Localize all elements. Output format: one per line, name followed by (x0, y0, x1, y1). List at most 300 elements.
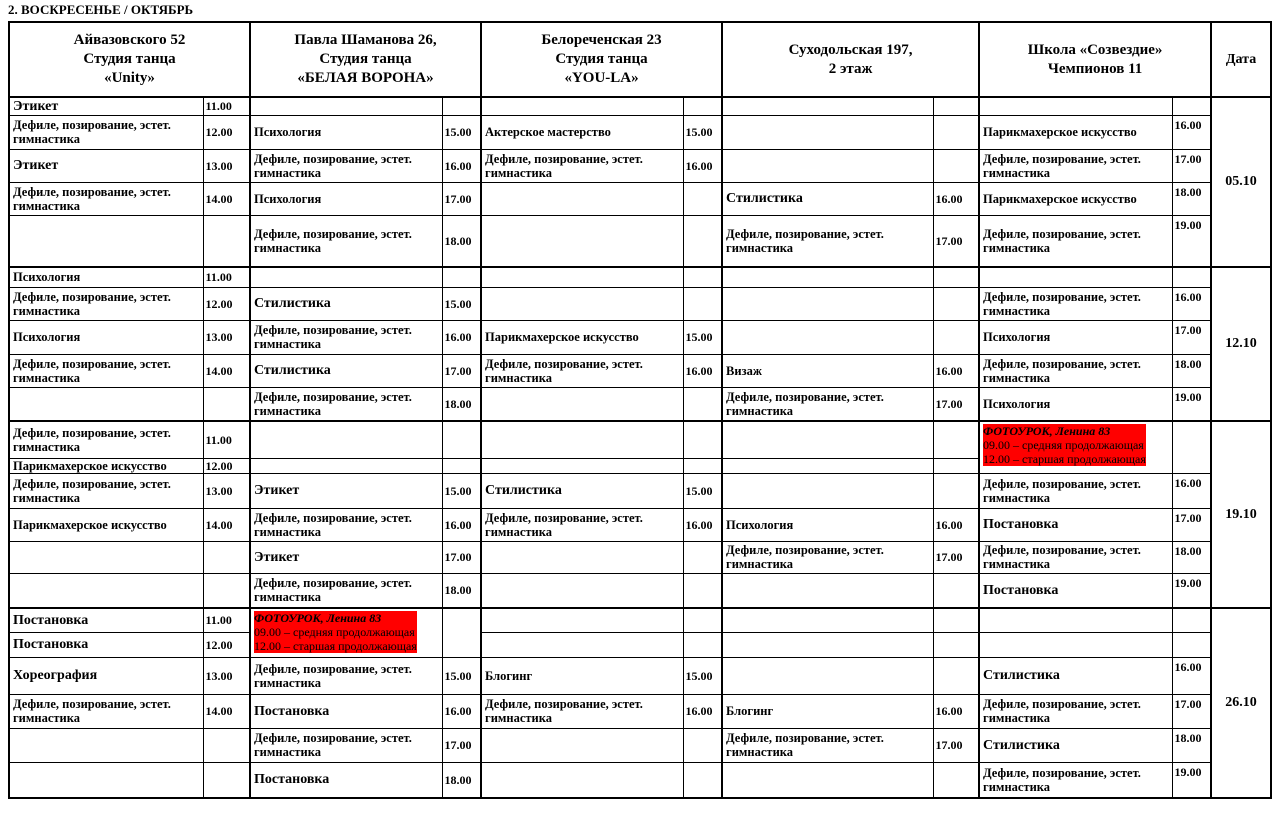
time-cell (203, 657, 250, 694)
time-cell (442, 387, 481, 421)
activity-cell (250, 354, 442, 387)
time-label: 16.00 (935, 191, 963, 206)
activity-cell (481, 115, 683, 149)
activity-label: Дефиле, позирование, эстет. гимнастика (13, 289, 171, 318)
time-cell (203, 421, 250, 458)
activity-label: Дефиле, позирование, эстет. гимнастика (983, 765, 1141, 794)
time-label: 18.00 (1174, 730, 1202, 745)
time-label: 17.00 (935, 233, 963, 248)
time-cell (203, 632, 250, 657)
activity-cell (722, 354, 933, 387)
table-row (9, 354, 1271, 387)
time-cell (203, 694, 250, 728)
activity-cell (250, 541, 442, 573)
activity-cell (979, 267, 1172, 287)
activity-label: Этикет (13, 98, 59, 114)
activity-cell (722, 632, 933, 657)
activity-cell (481, 632, 683, 657)
activity-cell (481, 215, 683, 267)
activity-label: Парикмахерское искусство (13, 458, 167, 473)
activity-cell (481, 421, 683, 458)
photo-lesson-cell (979, 421, 1172, 473)
venue-header-line: Айвазовского 52 (73, 32, 186, 48)
time-label: 17.00 (1174, 322, 1202, 337)
time-cell (203, 728, 250, 762)
time-cell (683, 320, 722, 354)
activity-label: Дефиле, позирование, эстет. гимнастика (254, 731, 412, 759)
table-row (9, 267, 1271, 287)
activity-cell (250, 473, 442, 508)
photo-lesson-title: ФОТОУРОК, Ленина 83 (983, 424, 1111, 438)
activity-label: Дефиле, позирование, эстет. гимнастика (726, 226, 884, 255)
activity-label: Дефиле, позирование, эстет. гимнастика (983, 476, 1141, 505)
activity-cell (979, 287, 1172, 320)
table-row (9, 115, 1271, 149)
activity-cell (9, 115, 203, 149)
venue-header-line: 2 этаж (828, 60, 873, 77)
activity-cell (481, 657, 683, 694)
time-cell (442, 458, 481, 473)
time-cell (933, 267, 979, 287)
activity-label: Дефиле, позирование, эстет. гимнастика (983, 289, 1141, 318)
activity-cell (722, 508, 933, 541)
time-cell (933, 421, 979, 458)
time-cell (933, 182, 979, 215)
time-cell (933, 320, 979, 354)
activity-cell (481, 267, 683, 287)
activity-cell (481, 458, 683, 473)
activity-cell (9, 97, 203, 115)
activity-label: Блогинг (485, 668, 533, 683)
date-cell (1211, 97, 1271, 267)
activity-label: Парикмахерское искусство (983, 125, 1137, 139)
time-cell (933, 694, 979, 728)
activity-label: Блогинг (726, 704, 774, 718)
activity-cell (979, 320, 1172, 354)
activity-cell (481, 694, 683, 728)
table-row (9, 541, 1271, 573)
activity-cell (250, 387, 442, 421)
time-cell (683, 182, 722, 215)
activity-label: Дефиле, позирование, эстет. гимнастика (254, 151, 412, 180)
table-row (9, 97, 1271, 115)
time-cell (1172, 541, 1211, 573)
time-cell (1172, 657, 1211, 694)
time-cell (442, 320, 481, 354)
time-label: 16.00 (444, 704, 472, 718)
venue-header (481, 22, 722, 97)
time-label: 16.00 (685, 363, 713, 378)
table-row (9, 694, 1271, 728)
time-label: 12.00 (205, 458, 233, 473)
time-cell (203, 541, 250, 573)
activity-label: Дефиле, позирование, эстет. гимнастика (983, 356, 1141, 385)
time-label: 15.00 (444, 668, 472, 683)
date-cell (1211, 421, 1271, 608)
activity-label: Постановка (254, 772, 330, 788)
activity-cell (9, 182, 203, 215)
activity-label: Визаж (726, 363, 762, 378)
activity-cell (9, 287, 203, 320)
time-label: 16.00 (685, 158, 713, 173)
time-cell (1172, 694, 1211, 728)
time-cell (203, 473, 250, 508)
activity-cell (722, 762, 933, 798)
time-cell (683, 694, 722, 728)
time-cell (203, 149, 250, 182)
time-label: 14.00 (205, 517, 233, 532)
venue-header (9, 22, 250, 97)
activity-label: Дефиле, позирование, эстет. гимнастика (485, 151, 643, 180)
photo-lesson-line: 09.00 – средняя продолжающая (254, 625, 415, 639)
photo-lesson-title: ФОТОУРОК, Ленина 83 (254, 611, 382, 625)
time-label: 16.00 (444, 330, 472, 344)
activity-cell (9, 508, 203, 541)
time-cell (933, 657, 979, 694)
table-row (9, 762, 1271, 798)
activity-cell (722, 149, 933, 182)
time-cell (683, 458, 722, 473)
time-cell (442, 657, 481, 694)
time-label: 17.00 (935, 396, 963, 411)
time-cell (933, 458, 979, 473)
time-cell (1172, 473, 1211, 508)
activity-cell (9, 215, 203, 267)
time-cell (683, 632, 722, 657)
activity-label: Постановка (983, 517, 1059, 532)
time-label: 12.00 (205, 296, 233, 311)
time-cell (683, 287, 722, 320)
activity-label: Стилистика (983, 737, 1060, 753)
time-cell (442, 541, 481, 573)
activity-cell (722, 387, 933, 421)
time-cell (933, 573, 979, 608)
venue-header-line: Студия танца (319, 51, 412, 67)
time-label: 16.00 (1174, 659, 1202, 674)
time-cell (933, 541, 979, 573)
activity-cell (979, 632, 1172, 657)
time-label: 18.00 (444, 583, 472, 598)
time-label: 18.00 (444, 233, 472, 248)
time-label: 16.00 (685, 517, 713, 532)
time-cell (203, 267, 250, 287)
venue-header-line: Суходольская 197, (788, 41, 913, 58)
table-row (9, 182, 1271, 215)
activity-label: Постановка (13, 637, 89, 652)
activity-label: Дефиле, позирование, эстет. гимнастика (983, 226, 1141, 255)
time-cell (1172, 387, 1211, 421)
time-cell (683, 149, 722, 182)
activity-label: Психология (983, 330, 1051, 344)
time-cell (683, 354, 722, 387)
activity-cell (979, 97, 1172, 115)
photo-lesson-line: 09.00 – средняя продолжающая (983, 438, 1144, 452)
time-cell (1172, 182, 1211, 215)
time-label: 19.00 (1174, 764, 1202, 779)
time-cell (1172, 508, 1211, 541)
time-label: 17.00 (1174, 696, 1202, 711)
time-label: 17.00 (444, 191, 472, 206)
activity-cell (9, 473, 203, 508)
activity-cell (722, 608, 933, 632)
table-row (9, 421, 1271, 458)
activity-cell (481, 387, 683, 421)
activity-label: Дефиле, позирование, эстет. гимнастика (485, 510, 643, 539)
table-row (9, 473, 1271, 508)
time-label: 16.00 (935, 517, 963, 532)
activity-label: Психология (726, 517, 794, 532)
activity-cell (250, 421, 442, 458)
time-label: 16.00 (935, 704, 963, 718)
time-label: 11.00 (205, 432, 232, 447)
activity-cell (9, 149, 203, 182)
venue-header-line: «БЕЛАЯ ВОРОНА» (297, 70, 434, 86)
time-label: 18.00 (1174, 184, 1202, 199)
time-label: 16.00 (444, 158, 472, 173)
table-row (9, 387, 1271, 421)
activity-cell (722, 473, 933, 508)
venue-header-line: Студия танца (83, 51, 176, 67)
time-label: 12.00 (205, 125, 233, 139)
time-label: 18.00 (1174, 543, 1202, 558)
time-label: 15.00 (685, 125, 713, 139)
time-cell (933, 473, 979, 508)
activity-label: Стилистика (485, 483, 562, 498)
time-cell (442, 215, 481, 267)
activity-cell (250, 573, 442, 608)
activity-cell (722, 657, 933, 694)
date-label: 26.10 (1225, 695, 1257, 710)
venue-header-line: Павла Шаманова 26, (294, 32, 437, 48)
time-cell (1172, 287, 1211, 320)
time-label: 11.00 (205, 613, 232, 628)
table-row (9, 573, 1271, 608)
activity-label: Дефиле, позирование, эстет. гимнастика (254, 510, 412, 539)
activity-cell (979, 608, 1172, 632)
time-label: 18.00 (1174, 356, 1202, 371)
activity-label: Дефиле, позирование, эстет. гимнастика (13, 356, 171, 385)
schedule-table (8, 21, 1272, 799)
time-cell (1172, 608, 1211, 632)
activity-cell (250, 657, 442, 694)
activity-label: Дефиле, позирование, эстет. гимнастика (726, 731, 884, 759)
time-label: 15.00 (444, 296, 472, 311)
time-cell (442, 608, 481, 657)
activity-cell (979, 762, 1172, 798)
time-cell (1172, 573, 1211, 608)
activity-cell (250, 267, 442, 287)
time-cell (442, 421, 481, 458)
page-title: 2. ВОСКРЕСЕНЬЕ / ОКТЯБРЬ (8, 2, 194, 17)
activity-cell (9, 573, 203, 608)
activity-cell (481, 287, 683, 320)
activity-label: Этикет (254, 549, 300, 565)
time-label: 19.00 (1174, 389, 1202, 404)
time-cell (203, 608, 250, 632)
activity-cell (722, 182, 933, 215)
date-header: Дата (1211, 22, 1271, 97)
time-cell (933, 762, 979, 798)
activity-cell (9, 632, 203, 657)
activity-cell (9, 421, 203, 458)
activity-cell (250, 182, 442, 215)
time-cell (1172, 762, 1211, 798)
activity-cell (722, 421, 933, 458)
activity-label: Дефиле, позирование, эстет. гимнастика (254, 323, 412, 351)
activity-label: Этикет (254, 483, 300, 498)
time-label: 19.00 (1174, 575, 1202, 590)
time-cell (442, 267, 481, 287)
time-cell (683, 541, 722, 573)
time-label: 15.00 (444, 125, 472, 139)
photo-lesson-cell (250, 608, 442, 657)
time-label: 12.00 (205, 637, 233, 652)
time-cell (683, 215, 722, 267)
time-cell (933, 728, 979, 762)
activity-label: Дефиле, позирование, эстет. гимнастика (485, 356, 643, 385)
activity-cell (481, 728, 683, 762)
activity-cell (722, 115, 933, 149)
table-row (9, 149, 1271, 182)
activity-label: Дефиле, позирование, эстет. гимнастика (983, 697, 1141, 725)
activity-cell (250, 762, 442, 798)
table-row (9, 320, 1271, 354)
time-cell (683, 267, 722, 287)
time-cell (442, 149, 481, 182)
time-cell (1172, 728, 1211, 762)
photo-lesson-line: 12.00 – старшая продолжающая (983, 452, 1146, 466)
activity-cell (9, 267, 203, 287)
time-label: 18.00 (444, 772, 472, 787)
time-cell (442, 182, 481, 215)
time-cell (683, 115, 722, 149)
venue-header (250, 22, 481, 97)
time-label: 14.00 (205, 191, 233, 206)
activity-label: Стилистика (726, 191, 803, 206)
activity-cell (9, 541, 203, 573)
activity-cell (250, 458, 442, 473)
date-label: 12.10 (1225, 336, 1257, 351)
activity-cell (9, 320, 203, 354)
time-label: 17.00 (1174, 510, 1202, 525)
activity-cell (722, 728, 933, 762)
activity-cell (979, 508, 1172, 541)
time-cell (203, 354, 250, 387)
activity-cell (979, 541, 1172, 573)
time-cell (933, 97, 979, 115)
activity-cell (9, 354, 203, 387)
activity-cell (9, 694, 203, 728)
activity-cell (250, 149, 442, 182)
time-label: 13.00 (205, 330, 233, 344)
activity-label: Психология (254, 125, 322, 139)
activity-label: Парикмахерское искусство (983, 191, 1137, 206)
photo-lesson-block (983, 424, 1146, 466)
time-label: 14.00 (205, 704, 233, 718)
time-cell (442, 115, 481, 149)
activity-cell (481, 608, 683, 632)
time-cell (203, 320, 250, 354)
time-cell (203, 508, 250, 541)
activity-cell (9, 762, 203, 798)
time-cell (442, 97, 481, 115)
time-cell (683, 573, 722, 608)
time-cell (933, 149, 979, 182)
activity-label: Дефиле, позирование, эстет. гимнастика (13, 118, 171, 146)
activity-label: Дефиле, позирование, эстет. гимнастика (13, 476, 171, 505)
activity-cell (481, 97, 683, 115)
time-cell (203, 215, 250, 267)
time-cell (683, 762, 722, 798)
activity-cell (722, 320, 933, 354)
photo-lesson-block (254, 611, 417, 653)
time-cell (1172, 267, 1211, 287)
time-cell (683, 473, 722, 508)
time-label: 14.00 (205, 363, 233, 378)
activity-label: Дефиле, позирование, эстет. гимнастика (13, 184, 171, 213)
time-cell (933, 632, 979, 657)
activity-cell (722, 694, 933, 728)
header-row (9, 22, 1271, 97)
activity-label: Постановка (983, 582, 1059, 598)
activity-cell (722, 267, 933, 287)
venue-header-line: «YOU-LA» (564, 70, 639, 86)
venue-header-line: Школа «Созвездие» (1027, 41, 1163, 58)
activity-cell (979, 473, 1172, 508)
table-row (9, 508, 1271, 541)
activity-cell (9, 608, 203, 632)
activity-cell (979, 387, 1172, 421)
time-cell (442, 473, 481, 508)
activity-label: Дефиле, позирование, эстет. гимнастика (726, 389, 884, 418)
activity-cell (250, 508, 442, 541)
time-cell (683, 728, 722, 762)
activity-label: Психология (983, 396, 1051, 411)
time-label: 13.00 (205, 483, 233, 498)
time-cell (933, 354, 979, 387)
activity-label: Актерское мастерство (485, 125, 611, 139)
time-label: 13.00 (205, 158, 233, 173)
table-row (9, 608, 1271, 632)
activity-label: Стилистика (254, 363, 331, 378)
time-cell (203, 573, 250, 608)
time-cell (1172, 115, 1211, 149)
time-cell (203, 115, 250, 149)
time-cell (1172, 97, 1211, 115)
time-label: 15.00 (444, 483, 472, 498)
time-cell (683, 508, 722, 541)
time-label: 16.00 (935, 363, 963, 378)
activity-cell (481, 508, 683, 541)
time-cell (1172, 320, 1211, 354)
activity-label: Дефиле, позирование, эстет. гимнастика (485, 697, 643, 725)
time-cell (1172, 421, 1211, 473)
activity-cell (250, 728, 442, 762)
time-label: 11.00 (205, 99, 232, 114)
activity-label: Дефиле, позирование, эстет. гимнастика (254, 389, 412, 418)
activity-cell (722, 573, 933, 608)
activity-cell (979, 573, 1172, 608)
activity-cell (979, 657, 1172, 694)
time-label: 16.00 (1174, 475, 1202, 490)
activity-cell (481, 762, 683, 798)
activity-cell (979, 215, 1172, 267)
activity-cell (250, 287, 442, 320)
activity-cell (722, 215, 933, 267)
activity-label: Дефиле, позирование, эстет. гимнастика (983, 543, 1141, 571)
date-cell (1211, 608, 1271, 798)
activity-label: Дефиле, позирование, эстет. гимнастика (983, 151, 1141, 180)
